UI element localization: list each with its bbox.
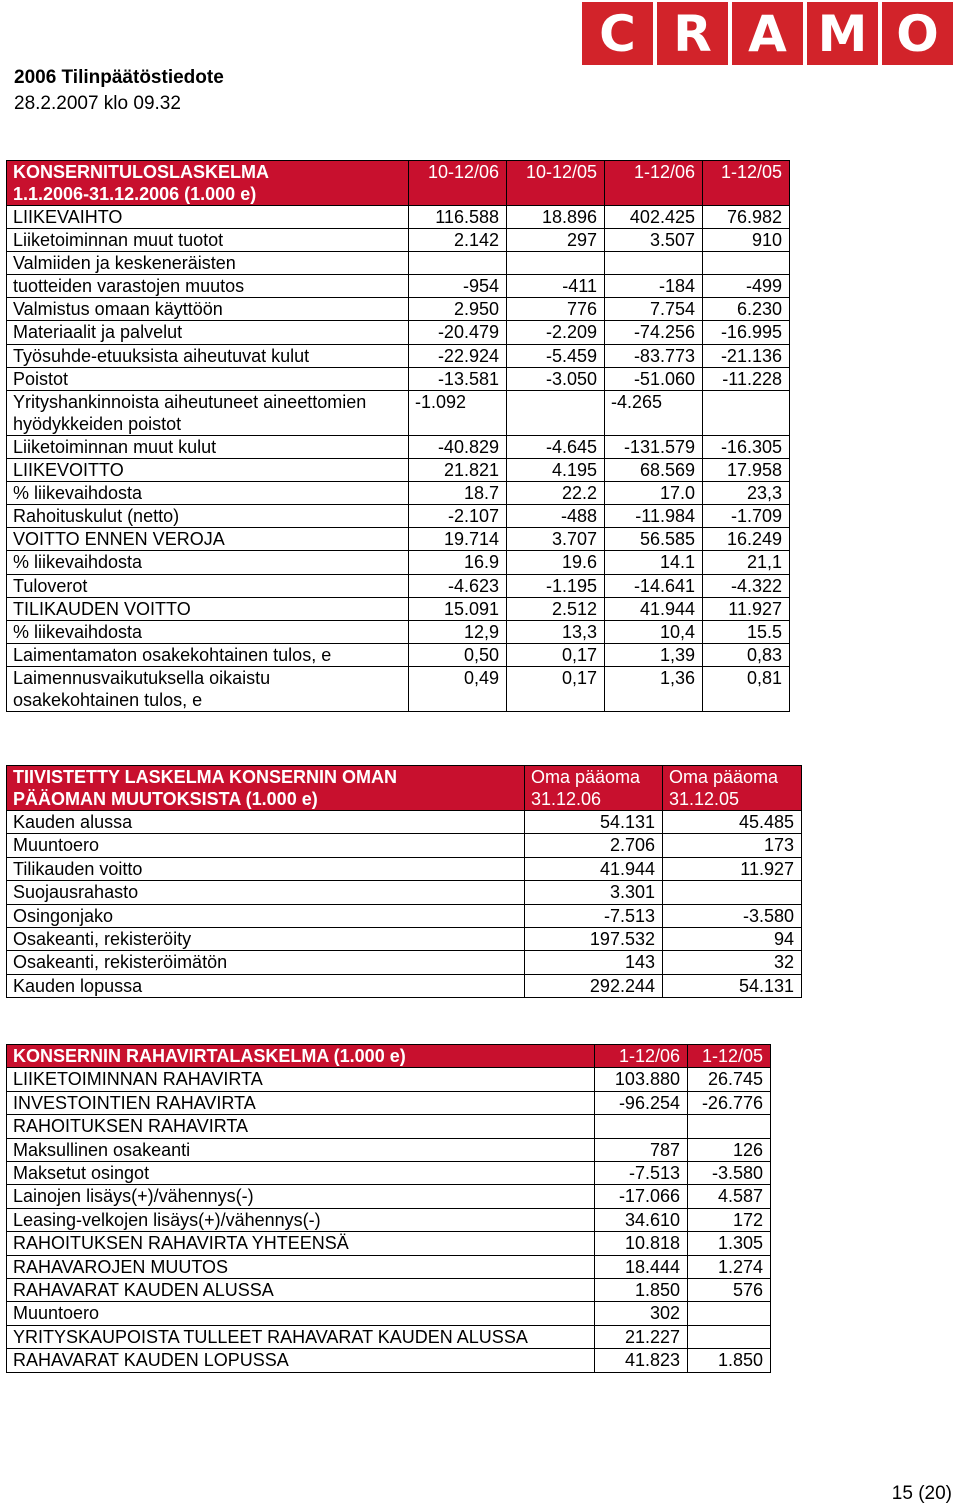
- cell-value: -1.709: [703, 505, 790, 528]
- row-label: Muuntoero: [7, 834, 525, 857]
- row-label: % liikevaihdosta: [7, 620, 409, 643]
- row-label: Laimennusvaikutuksella oikaistu osakekohtainen tulos, e: [7, 666, 409, 711]
- table-row: [7, 321, 790, 344]
- logo-letter: M: [807, 2, 878, 65]
- income-statement-title: [7, 161, 409, 206]
- table-row: [7, 229, 790, 252]
- cell-value: [507, 252, 605, 275]
- table-row: [7, 459, 790, 482]
- cell-value: 54.131: [525, 811, 663, 834]
- cell-value: -488: [507, 505, 605, 528]
- column-header: 1-12/06: [595, 1045, 688, 1068]
- table-row: [7, 1162, 771, 1185]
- cell-value: 0,83: [703, 643, 790, 666]
- column-header: [663, 766, 802, 811]
- cell-value: -11.984: [605, 505, 703, 528]
- equity-changes-title-line2: PÄÄOMAN MUUTOKSISTA (1.000 e): [13, 789, 318, 809]
- equity-changes-body: [7, 811, 802, 998]
- cell-value: 4.195: [507, 459, 605, 482]
- row-label: Liiketoiminnan muut kulut: [7, 435, 409, 458]
- cell-value: 21.227: [595, 1325, 688, 1348]
- cell-value: -21.136: [703, 344, 790, 367]
- cell-value: [663, 881, 802, 904]
- cell-value: -2.107: [409, 505, 507, 528]
- table-row: [7, 1208, 771, 1231]
- cell-value: 32: [663, 951, 802, 974]
- page-number: 15 (20): [891, 1483, 952, 1504]
- column-header: 10-12/06: [409, 161, 507, 206]
- table-row: [7, 298, 790, 321]
- cell-value: 2.142: [409, 229, 507, 252]
- cell-value: -4.623: [409, 574, 507, 597]
- table-row: [7, 1279, 771, 1302]
- cell-value: 41.944: [525, 857, 663, 880]
- income-statement-title-line2: 1.1.2006-31.12.2006 (1.000 e): [13, 184, 257, 204]
- row-label: RAHOITUKSEN RAHAVIRTA YHTEENSÄ: [7, 1232, 595, 1255]
- cell-value: 116.588: [409, 206, 507, 229]
- cell-value: 2.950: [409, 298, 507, 321]
- cell-value: 18.444: [595, 1255, 688, 1278]
- cell-value: 402.425: [605, 206, 703, 229]
- cell-value: -51.060: [605, 367, 703, 390]
- table-row: [7, 1302, 771, 1325]
- table-row: [7, 1185, 771, 1208]
- row-label: % liikevaihdosta: [7, 551, 409, 574]
- cell-value: 7.754: [605, 298, 703, 321]
- cell-value: 21,1: [703, 551, 790, 574]
- cell-value: 45.485: [663, 811, 802, 834]
- row-label: LIIKEVOITTO: [7, 459, 409, 482]
- table-row: [7, 206, 790, 229]
- cell-value: 6.230: [703, 298, 790, 321]
- table-row: [7, 904, 802, 927]
- equity-changes-title-line1: TIIVISTETTY LASKELMA KONSERNIN OMAN: [13, 767, 398, 787]
- cell-value: 2.512: [507, 597, 605, 620]
- table-row: [7, 367, 790, 390]
- cell-value: -7.513: [525, 904, 663, 927]
- cell-value: -1.092: [409, 390, 507, 435]
- cell-value: [605, 252, 703, 275]
- cell-value: -5.459: [507, 344, 605, 367]
- equity-changes-header-row: [7, 766, 802, 811]
- cell-value: 11.927: [663, 857, 802, 880]
- cell-value: 103.880: [595, 1068, 688, 1091]
- row-label: YRITYSKAUPOISTA TULLEET RAHAVARAT KAUDEN ALUSSA: [7, 1325, 595, 1348]
- cell-value: 776: [507, 298, 605, 321]
- cell-value: [688, 1302, 771, 1325]
- table-row: [7, 857, 802, 880]
- cell-value: 22.2: [507, 482, 605, 505]
- cell-value: -13.581: [409, 367, 507, 390]
- cell-value: 17.0: [605, 482, 703, 505]
- cell-value: -26.776: [688, 1091, 771, 1114]
- row-label: Osingonjako: [7, 904, 525, 927]
- row-label: Valmiiden ja keskeneräisten: [7, 252, 409, 275]
- row-label: RAHAVARAT KAUDEN ALUSSA: [7, 1279, 595, 1302]
- cell-value: 910: [703, 229, 790, 252]
- table-row: [7, 666, 790, 711]
- row-label: LIIKEVAIHTO: [7, 206, 409, 229]
- row-label: Maksetut osingot: [7, 1162, 595, 1185]
- cash-flow-body: [7, 1068, 771, 1372]
- cell-value: 68.569: [605, 459, 703, 482]
- table-row: [7, 1115, 771, 1138]
- cell-value: 54.131: [663, 974, 802, 997]
- table-row: [7, 551, 790, 574]
- table-row: [7, 951, 802, 974]
- cell-value: -11.228: [703, 367, 790, 390]
- cell-value: 12,9: [409, 620, 507, 643]
- column-header-line1: Oma pääoma: [669, 767, 779, 787]
- row-label: Rahoituskulut (netto): [7, 505, 409, 528]
- table-row: [7, 1349, 771, 1372]
- cell-value: 13,3: [507, 620, 605, 643]
- table-row: [7, 1068, 771, 1091]
- cell-value: 3.301: [525, 881, 663, 904]
- cell-value: 19.6: [507, 551, 605, 574]
- row-label: VOITTO ENNEN VEROJA: [7, 528, 409, 551]
- cell-value: 10.818: [595, 1232, 688, 1255]
- table-row: [7, 1138, 771, 1161]
- cell-value: 126: [688, 1138, 771, 1161]
- cell-value: 197.532: [525, 928, 663, 951]
- cell-value: 3.707: [507, 528, 605, 551]
- cell-value: -14.641: [605, 574, 703, 597]
- cell-value: 15.091: [409, 597, 507, 620]
- table-row: [7, 1255, 771, 1278]
- income-statement-body: [7, 206, 790, 712]
- row-label: Liiketoiminnan muut tuotot: [7, 229, 409, 252]
- table-row: [7, 597, 790, 620]
- cell-value: -83.773: [605, 344, 703, 367]
- cell-value: 19.714: [409, 528, 507, 551]
- income-statement-table: [6, 160, 790, 712]
- table-row: [7, 505, 790, 528]
- cash-flow-table: [6, 1044, 771, 1373]
- cell-value: -96.254: [595, 1091, 688, 1114]
- row-label: Osakeanti, rekisteröimätön: [7, 951, 525, 974]
- income-statement-header-row: [7, 161, 790, 206]
- row-label: Tilikauden voitto: [7, 857, 525, 880]
- cell-value: 0,49: [409, 666, 507, 711]
- cell-value: 297: [507, 229, 605, 252]
- table-row: [7, 482, 790, 505]
- cell-value: 0,17: [507, 666, 605, 711]
- cell-value: -4.645: [507, 435, 605, 458]
- cell-value: 1.305: [688, 1232, 771, 1255]
- row-label: tuotteiden varastojen muutos: [7, 275, 409, 298]
- cell-value: -411: [507, 275, 605, 298]
- table-row: [7, 928, 802, 951]
- column-header-line2: 31.12.06: [531, 789, 602, 809]
- cell-value: 56.585: [605, 528, 703, 551]
- cell-value: 94: [663, 928, 802, 951]
- row-label: Lainojen lisäys(+)/vähennys(-): [7, 1185, 595, 1208]
- cell-value: 18.896: [507, 206, 605, 229]
- row-label: Suojausrahasto: [7, 881, 525, 904]
- cell-value: -3.050: [507, 367, 605, 390]
- table-row: [7, 1325, 771, 1348]
- table-row: [7, 574, 790, 597]
- income-statement-title-line1: KONSERNITULOSLASKELMA: [13, 162, 269, 182]
- cell-value: 21.821: [409, 459, 507, 482]
- table-row: [7, 344, 790, 367]
- cell-value: -954: [409, 275, 507, 298]
- table-row: [7, 643, 790, 666]
- row-label: RAHAVAROJEN MUUTOS: [7, 1255, 595, 1278]
- column-header: 10-12/05: [507, 161, 605, 206]
- table-row: [7, 528, 790, 551]
- cell-value: 1.274: [688, 1255, 771, 1278]
- table-row: [7, 1232, 771, 1255]
- cell-value: 172: [688, 1208, 771, 1231]
- cell-value: 11.927: [703, 597, 790, 620]
- cell-value: [507, 390, 605, 435]
- cell-value: -16.305: [703, 435, 790, 458]
- table-row: [7, 435, 790, 458]
- logo-letter: O: [882, 2, 953, 65]
- column-header: 1-12/05: [703, 161, 790, 206]
- row-label: Materiaalit ja palvelut: [7, 321, 409, 344]
- cell-value: -40.829: [409, 435, 507, 458]
- cell-value: [703, 390, 790, 435]
- table-row: [7, 390, 790, 435]
- cell-value: [703, 252, 790, 275]
- cell-value: 2.706: [525, 834, 663, 857]
- cash-flow-title: KONSERNIN RAHAVIRTALASKELMA (1.000 e): [7, 1045, 595, 1068]
- logo-letter: A: [732, 2, 803, 65]
- cell-value: 76.982: [703, 206, 790, 229]
- cell-value: 173: [663, 834, 802, 857]
- column-header: 1-12/05: [688, 1045, 771, 1068]
- cell-value: 143: [525, 951, 663, 974]
- cell-value: -1.195: [507, 574, 605, 597]
- cell-value: -20.479: [409, 321, 507, 344]
- cell-value: 41.823: [595, 1349, 688, 1372]
- table-row: [7, 811, 802, 834]
- cell-value: -3.580: [688, 1162, 771, 1185]
- cell-value: 576: [688, 1279, 771, 1302]
- cell-value: 1,36: [605, 666, 703, 711]
- cash-flow-header-row: [7, 1045, 771, 1068]
- cell-value: 1,39: [605, 643, 703, 666]
- row-label: LIIKETOIMINNAN RAHAVIRTA: [7, 1068, 595, 1091]
- cell-value: -4.322: [703, 574, 790, 597]
- equity-changes-title: [7, 766, 525, 811]
- cell-value: 16.249: [703, 528, 790, 551]
- cell-value: 3.507: [605, 229, 703, 252]
- column-header: [525, 766, 663, 811]
- row-label: INVESTOINTIEN RAHAVIRTA: [7, 1091, 595, 1114]
- equity-changes-table: [6, 765, 802, 998]
- cell-value: 1.850: [688, 1349, 771, 1372]
- cell-value: 0,17: [507, 643, 605, 666]
- cell-value: -2.209: [507, 321, 605, 344]
- cell-value: [595, 1115, 688, 1138]
- cell-value: 787: [595, 1138, 688, 1161]
- table-row: [7, 275, 790, 298]
- cell-value: [688, 1325, 771, 1348]
- cell-value: -74.256: [605, 321, 703, 344]
- table-row: [7, 1091, 771, 1114]
- row-label: RAHAVARAT KAUDEN LOPUSSA: [7, 1349, 595, 1372]
- cell-value: -499: [703, 275, 790, 298]
- cell-value: -22.924: [409, 344, 507, 367]
- cell-value: 17.958: [703, 459, 790, 482]
- cell-value: 1.850: [595, 1279, 688, 1302]
- table-row: [7, 252, 790, 275]
- row-label: RAHOITUKSEN RAHAVIRTA: [7, 1115, 595, 1138]
- cell-value: [688, 1115, 771, 1138]
- cell-value: 0,50: [409, 643, 507, 666]
- row-label: % liikevaihdosta: [7, 482, 409, 505]
- cell-value: 292.244: [525, 974, 663, 997]
- row-label: Työsuhde-etuuksista aiheutuvat kulut: [7, 344, 409, 367]
- row-label: Kauden lopussa: [7, 974, 525, 997]
- column-header-line2: 31.12.05: [669, 789, 740, 809]
- row-label: Valmistus omaan käyttöön: [7, 298, 409, 321]
- cell-value: [409, 252, 507, 275]
- logo-letter: C: [582, 2, 653, 65]
- table-row: [7, 974, 802, 997]
- cell-value: 0,81: [703, 666, 790, 711]
- cell-value: 16.9: [409, 551, 507, 574]
- row-label: TILIKAUDEN VOITTO: [7, 597, 409, 620]
- cell-value: -4.265: [605, 390, 703, 435]
- column-header: 1-12/06: [605, 161, 703, 206]
- row-label: Tuloverot: [7, 574, 409, 597]
- column-header-line1: Oma pääoma: [531, 767, 641, 787]
- row-label: Kauden alussa: [7, 811, 525, 834]
- document-date: 28.2.2007 klo 09.32: [14, 93, 181, 114]
- cell-value: 23,3: [703, 482, 790, 505]
- logo-letter: R: [657, 2, 728, 65]
- cell-value: 10,4: [605, 620, 703, 643]
- table-row: [7, 834, 802, 857]
- row-label: Leasing-velkojen lisäys(+)/vähennys(-): [7, 1208, 595, 1231]
- cell-value: -184: [605, 275, 703, 298]
- cell-value: -7.513: [595, 1162, 688, 1185]
- cell-value: 34.610: [595, 1208, 688, 1231]
- cell-value: 14.1: [605, 551, 703, 574]
- cell-value: 18.7: [409, 482, 507, 505]
- row-label: Yrityshankinnoista aiheutuneet aineettomien hyödykkeiden poistot: [7, 390, 409, 435]
- document-title: 2006 Tilinpäätöstiedote: [14, 67, 224, 88]
- cell-value: -17.066: [595, 1185, 688, 1208]
- row-label: Laimentamaton osakekohtainen tulos, e: [7, 643, 409, 666]
- cell-value: -16.995: [703, 321, 790, 344]
- cell-value: 41.944: [605, 597, 703, 620]
- table-row: [7, 881, 802, 904]
- cell-value: 4.587: [688, 1185, 771, 1208]
- row-label: Poistot: [7, 367, 409, 390]
- cramo-logo: [582, 2, 953, 65]
- row-label: Osakeanti, rekisteröity: [7, 928, 525, 951]
- row-label: Muuntoero: [7, 1302, 595, 1325]
- table-row: [7, 620, 790, 643]
- cell-value: -131.579: [605, 435, 703, 458]
- cell-value: 302: [595, 1302, 688, 1325]
- cell-value: -3.580: [663, 904, 802, 927]
- cell-value: 26.745: [688, 1068, 771, 1091]
- row-label: Maksullinen osakeanti: [7, 1138, 595, 1161]
- cell-value: 15.5: [703, 620, 790, 643]
